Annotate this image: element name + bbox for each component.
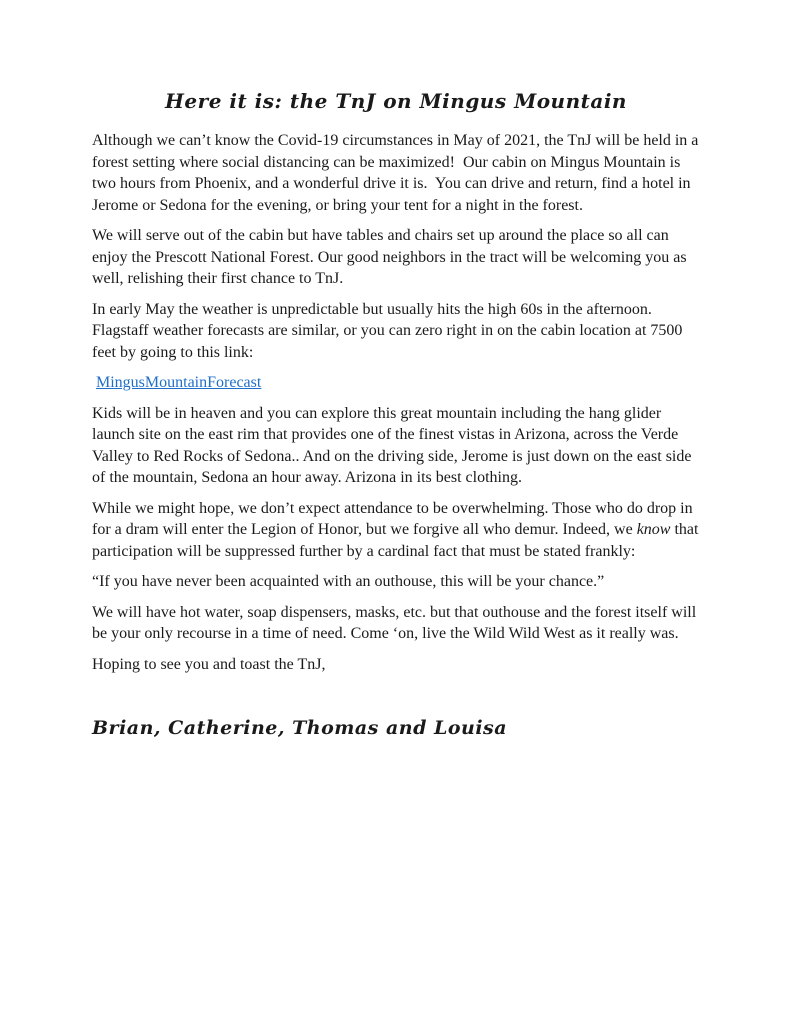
attendance-text-before: While we might hope, we don’t expect attendance to be overwhelming. Those who do drop in for a dram will enter the Legion of Honor, but we forgive all who demur. Indeed, we	[92, 499, 697, 538]
signature: Brian, Catherine, Thomas and Louisa	[92, 717, 508, 739]
document-title: Here it is: the TnJ on Mingus Mountain	[165, 89, 627, 113]
paragraph-covid-intro: Although we can’t know the Covid-19 circumstances in May of 2021, the TnJ will be held in a forest setting where social distancing can be maximized! Our cabin on Mingus Mountain is two hours from Phoenix, and a wonderful drive it is. You can drive and return, find a hotel in Jerome or Sedona for the evening, or bring your tent for a night in the forest.	[92, 132, 703, 214]
paragraph-kids-explore: Kids will be in heaven and you can explore this great mountain including the hang glider launch site on the east rim that provides one of the finest vistas in Arizona, across the Verde Valley to Red Rocks of Sedona.. And on the driving side, Jerome is just down on the east side of the mountain, Sedona an hour away. Arizona in its best clothing.	[92, 404, 696, 486]
attendance-text-after: that participation will be suppressed further by a cardinal fact that must be stated frankly:	[92, 521, 703, 560]
paragraph-amenities: We will have hot water, soap dispensers, masks, etc. but that outhouse and the forest itself will be your only recourse in a time of need. Come ‘on, live the Wild Wild West as it really was.	[92, 603, 701, 642]
forecast-link-line	[92, 372, 700, 394]
paragraph-closing: Hoping to see you and toast the TnJ,	[92, 655, 326, 673]
attendance-know-italic: know	[636, 521, 671, 538]
paragraph-weather: In early May the weather is unpredictable but usually hits the high 60s in the afternoon. Flagstaff weather forecasts are similar, or you can zero right in on the cabin location at 7500 feet by going to this link:	[92, 300, 687, 361]
paragraph-outhouse-quote: “If you have never been acquainted with an outhouse, this will be your chance.”	[92, 573, 605, 590]
paragraph-attendance	[92, 498, 703, 563]
paragraph-cabin-serving: We will serve out of the cabin but have tables and chairs set up around the place so all can enjoy the Prescott National Forest. Our good neighbors in the tract will be welcoming you as well, relishing their first chance to TnJ.	[92, 227, 691, 287]
mingus-mountain-forecast-link[interactable]: MingusMountainForecast	[96, 374, 262, 391]
